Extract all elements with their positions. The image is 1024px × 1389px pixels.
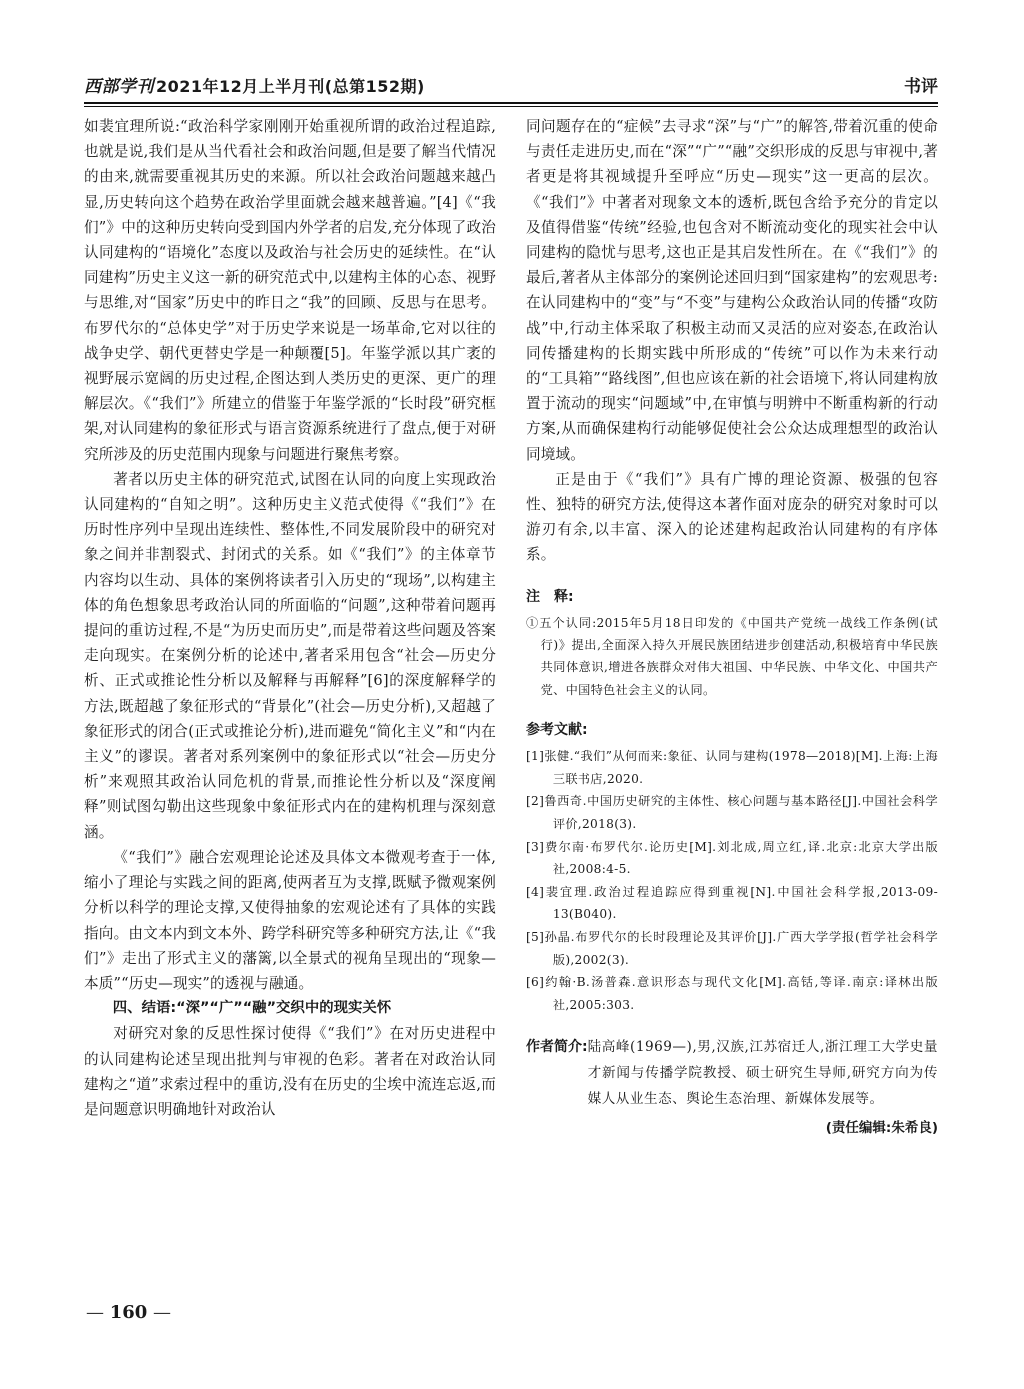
note-item: ①五个认同:2015年5月18日印发的《中国共产党统一战线工作条例(试行)》提出,全面深入持久开展民族团结进步创建活动,积极培育中华民族共同体意识,增进各族群众对伟大祖国、中华民族、中华文化、中国共产党、中国特色社会主义的认同。 (526, 615, 938, 697)
notes-heading: 注 释: (526, 588, 574, 605)
reference-item: [5]孙晶.布罗代尔的长时段理论及其评价[J].广西大学学报(哲学社会科学版),2002(3). (526, 930, 938, 967)
right-column (526, 114, 938, 1136)
author-bio-label: 作者简介: (526, 1039, 588, 1056)
reference-item: [2]鲁西奇.中国历史研究的主体性、核心问题与基本路径[J].中国社会科学评价,2018(3). (526, 794, 938, 832)
body-paragraph: 著者以历史主体的研究范式,试图在认同的向度上实现政治认同建构的“自知之明”。这种历史主义范式使得《“我们”》在历时性序列中呈现出连续性、整体性,不同发展阶段中的研究对象之间并非割裂式、封闭式的关系。如《“我们”》的主体章节内容均以生动、具体的案例将读者引入历史的“现场”,以构建主体的角色想象思考政治认同的所面临的“问题”,这种带着问题再提问的重访过程,不是“为历史而历史”,而是带着这些问题及答案走向现实。在案例分析的论述中,著者采用包含“社会—历史分析、正式或推论性分析以及解释与再解释”[6]的深度解释学的方法,既超越了象征形式的“背景化”(社会—历史分析),又超越了象征形式的闭合(正式或推论分析),进而避免“简化主义”和“内在主义”的谬误。著者对系列案例中的象征形式以“社会—历史分析”来观照其政治认同危机的背景,而推论性分析以及“深度阐释”则试图勾勒出这些现象中象征形式内在的建构机理与深刻意涵。 (84, 470, 496, 841)
reference-item: [1]张健.“我们”从何而来:象征、认同与建构(1978—2018)[M].上海:上海三联书店,2020. (526, 749, 938, 786)
body-paragraph: 同问题存在的“症候”去寻求“深”与“广”的解答,带着沉重的使命与责任走进历史,而在“深”“广”“融”交织形成的反思与审视中,著者更是将其视域提升至呼应“历史—现实”这一更高的层次。《“我们”》中著者对现象文本的透析,既包含给予充分的肯定以及值得借鉴“传统”经验,也包含对不断流动变化的现实社会中认同建构的隐忧与思考,这也正是其启发性所在。在《“我们”》的最后,著者从主体部分的案例论述回归到“国家建构”的宏观思考:在认同建构中的“变”与“不变”与建构公众政治认同的传播“攻防战”中,行动主体采取了积极主动而又灵活的应对姿态,在政治认同传播建构的长期实践中所形成的“传统”可以作为未来行动的“工具箱”“路线图”,但也应该在新的社会语境下,将认同建构放置于流动的现实“问题域”中,在审慎与明辨中不断重构新的行动方案,从而确保建构行动能够促使社会公众达成理想型的政治认同境域。 (526, 118, 938, 463)
page-header (84, 68, 938, 100)
section-heading: 四、结语:“深”“广”“融”交织中的现实关怀 (112, 1000, 392, 1017)
body-paragraph: 正是由于《“我们”》具有广博的理论资源、极强的包容性、独特的研究方法,使得这本著作面对庞杂的研究对象时可以游刃有余,以丰富、深入的论述建构起政治认同建构的有序体系。 (526, 470, 938, 564)
references-heading: 参考文献: (526, 722, 588, 739)
left-column (84, 114, 496, 1122)
reference-item: [3]费尔南·布罗代尔.论历史[M].刘北成,周立红,译.北京:北京大学出版社,2008:4-5. (526, 839, 938, 877)
journal-issue: 2021年12月上半月刊(总第152期) (156, 77, 425, 96)
header-rule (84, 102, 938, 104)
page-number-value: 160 (109, 1302, 148, 1323)
journal-brand: 西部学刊 (84, 77, 154, 97)
journal-title (84, 72, 425, 97)
references-list (526, 745, 938, 1016)
header-rule-thin (84, 106, 938, 107)
page-number: — 160 — (86, 1302, 172, 1323)
reference-item: [6]约翰·B.汤普森.意识形态与现代文化[M].高铦,等译.南京:译林出版社,2005:303. (526, 975, 938, 1012)
body-paragraph: 如裴宜理所说:“政治科学家刚刚开始重视所谓的政治过程追踪,也就是说,我们是从当代看社会和政治问题,但是要了解当代情况的由来,就需要重视其历史的来源。所以社会政治问题越来越凸显,历史转向这个趋势在政治学里面就会越来越普遍。”[4]《“我们”》中的这种历史转向受到国内外学者的启发,充分体现了政治认同建构的“语境化”态度以及政治与社会历史的延续性。在“认同建构”历史主义这一新的研究范式中,以建构主体的心态、视野与思维,对“国家”历史中的昨日之“我”的回顾、反思与在思考。布罗代尔的“总体史学”对于历史学来说是一场革命,它对以往的战争史学、朝代更替史学是一种颠覆[5]。年鉴学派以其广袤的视野展示宽阔的历史过程,企图达到人类历史的更深、更广的理解层次。《“我们”》所建立的借鉴于年鉴学派的“长时段”研究框架,对认同建构的象征形式与语言资源系统进行了盘点,便于对研究所涉及的历史范围内现象与问题进行聚焦考察。 (84, 118, 496, 463)
author-bio (526, 1034, 938, 1112)
section-label: 书评 (904, 77, 938, 97)
author-bio-text: 陆高峰(1969—),男,汉族,江苏宿迁人,浙江理工大学史量才新闻与传播学院教授、硕士研究生导师,研究方向为传媒人从业生态、舆论生态治理、新媒体发展等。 (587, 1039, 938, 1108)
body-paragraph: 对研究对象的反思性探讨使得《“我们”》在对历史进程中的认同建构论述呈现出批判与审视的色彩。著者在对政治认同建构之“道”求索过程中的重访,没有在历史的尘埃中流连忘返,而是问题意识明确地针对政治认 (84, 1025, 496, 1118)
responsible-editor: (责任编辑:朱希良) (825, 1120, 938, 1137)
body-paragraph: 《“我们”》融合宏观理论论述及具体文本微观考查于一体,缩小了理论与实践之间的距离,使两者互为支撑,既赋予微观案例分析以科学的理论支撑,又使得抽象的宏观论述有了具体的实践指向。由文本内到文本外、跨学科研究等多种研究方法,让《“我们”》走出了形式主义的藩篱,以全景式的视角呈现出的“现象—本质”“历史—现实”的透视与融通。 (84, 848, 496, 992)
reference-item: [4]裴宜理.政治过程追踪应得到重视[N].中国社会科学报,2013-09-13(B040). (526, 884, 938, 922)
